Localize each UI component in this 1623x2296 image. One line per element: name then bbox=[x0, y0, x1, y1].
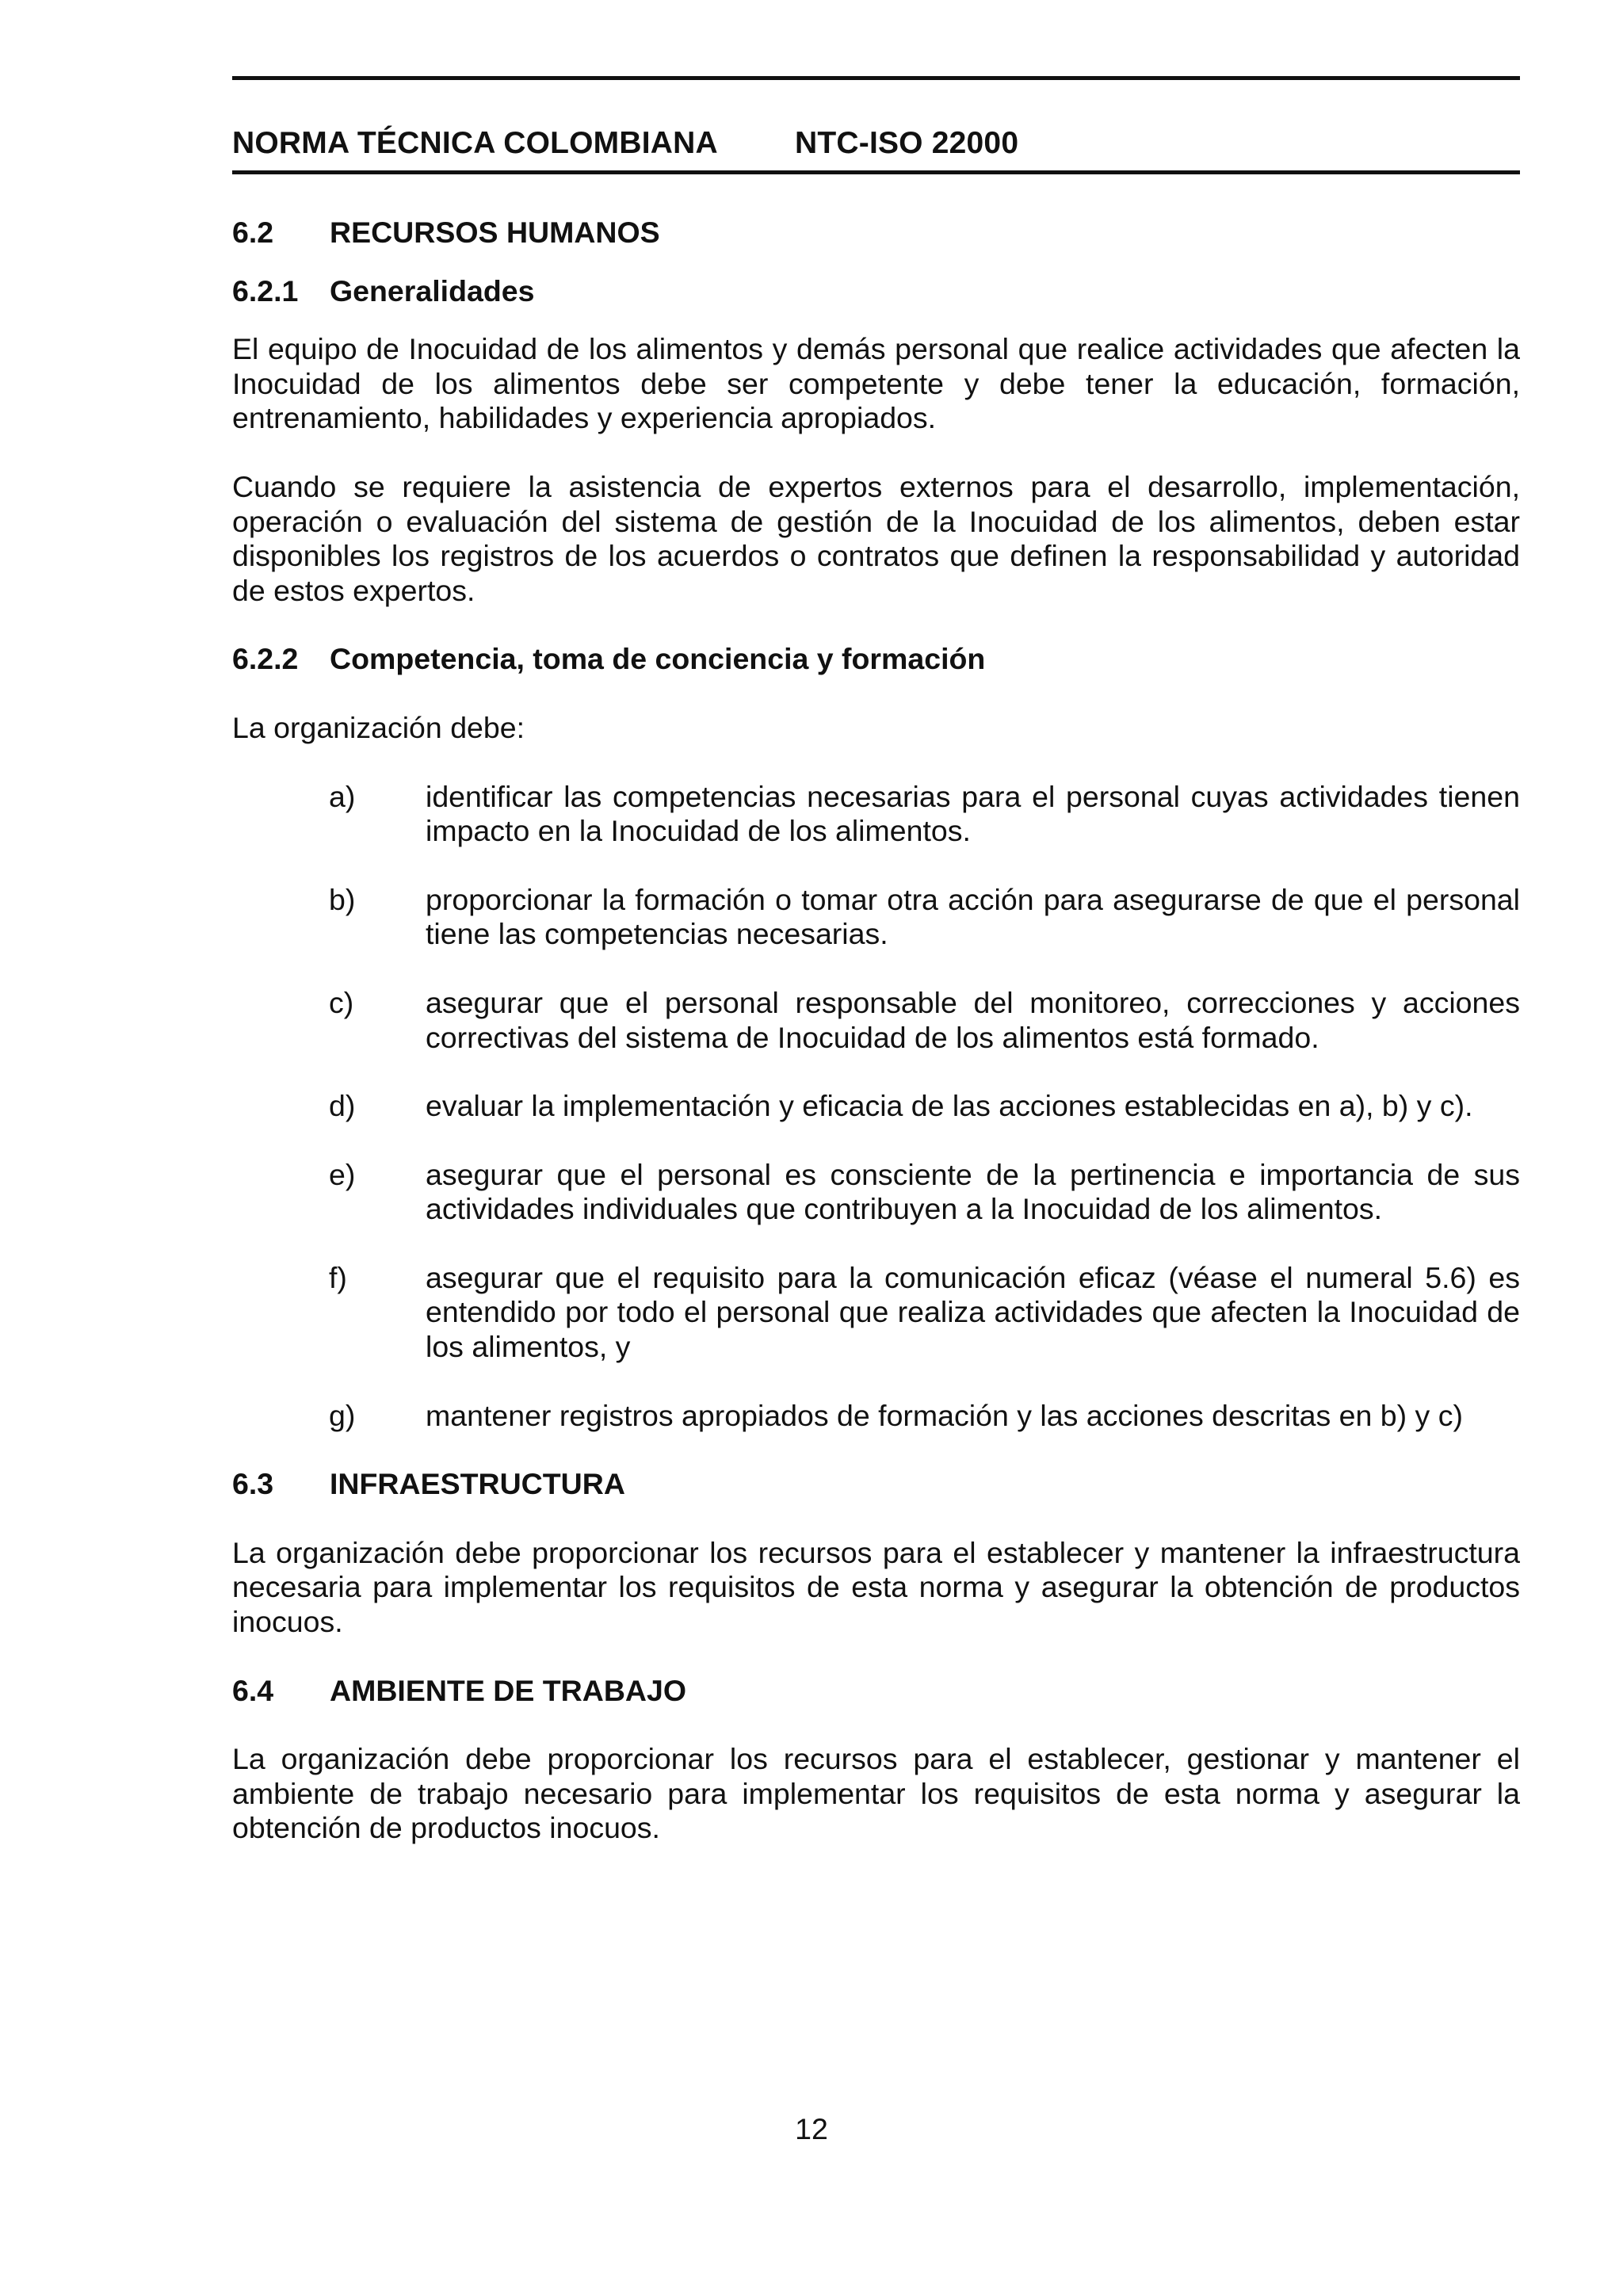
list-text: mantener registros apropiados de formación y las acciones descritas en b) y c) bbox=[426, 1398, 1463, 1432]
document-body bbox=[232, 216, 1520, 1846]
paragraph: La organización debe proporcionar los recursos para el establecer y mantener la infraestructura necesaria para implementar los requisitos de esta norma y asegurar la obtención de productos inocuos. bbox=[232, 1535, 1520, 1639]
list-letter: g) bbox=[329, 1398, 356, 1432]
section-number: 6.2 bbox=[232, 216, 274, 249]
list-item bbox=[329, 780, 1520, 849]
section-number: 6.2.2 bbox=[232, 642, 299, 676]
section-title: AMBIENTE DE TRABAJO bbox=[330, 1673, 687, 1707]
list-text: proporcionar la formación o tomar otra acción para asegurarse de que el personal tiene las competencias necesarias. bbox=[426, 882, 1520, 951]
standard-code: NTC-ISO 22000 bbox=[795, 126, 1019, 160]
section-number: 6.2.1 bbox=[232, 273, 299, 308]
list-letter: c) bbox=[329, 985, 354, 1019]
standard-name: NORMA TÉCNICA COLOMBIANA bbox=[232, 126, 718, 160]
list-letter: a) bbox=[329, 779, 356, 813]
section-heading-6-4 bbox=[232, 1674, 1520, 1709]
document-page bbox=[232, 76, 1520, 1846]
list-item bbox=[329, 1089, 1520, 1124]
list-intro: La organización debe: bbox=[232, 710, 525, 744]
list-text: asegurar que el personal responsable del monitoreo, correcciones y acciones correctivas del sistema de Inocuidad de los alimentos está formado. bbox=[426, 985, 1520, 1054]
section-heading-6-2-2 bbox=[232, 642, 1520, 677]
list-text: evaluar la implementación y eficacia de las acciones establecidas en a), b) y c). bbox=[426, 1089, 1473, 1123]
page-header bbox=[232, 126, 1520, 161]
header-bottom-rule bbox=[232, 170, 1520, 174]
section-number: 6.3 bbox=[232, 1467, 274, 1501]
section-title: Generalidades bbox=[330, 273, 535, 308]
list-item bbox=[329, 1261, 1520, 1365]
list-letter: d) bbox=[329, 1089, 356, 1123]
list-letter: e) bbox=[329, 1157, 356, 1191]
section-heading-6-3 bbox=[232, 1467, 1520, 1502]
list-item bbox=[329, 883, 1520, 952]
list-item bbox=[329, 1399, 1520, 1434]
list-letter: f) bbox=[329, 1260, 347, 1294]
list-text: asegurar que el requisito para la comunicación eficaz (véase el numeral 5.6) es entendido por todo el personal que realiza actividades que afecten la Inocuidad de los alimentos, y bbox=[426, 1260, 1520, 1364]
list-text: asegurar que el personal es consciente de la pertinencia e importancia de sus actividades individuales que contribuyen a la Inocuidad de los alimentos. bbox=[426, 1157, 1520, 1226]
paragraph: La organización debe proporcionar los recursos para el establecer, gestionar y mantener el ambiente de trabajo necesario para implementar los requisitos de esta norma y asegurar la obtención de productos inocuos. bbox=[232, 1742, 1520, 1845]
list-letter: b) bbox=[329, 882, 356, 916]
paragraph: Cuando se requiere la asistencia de expertos externos para el desarrollo, implementación, operación o evaluación del sistema de gestión de la Inocuidad de los alimentos, deben estar disponibles los registros de los acuerdos o contratos que definen la responsabilidad y autoridad de estos expertos. bbox=[232, 469, 1520, 607]
list-item bbox=[329, 986, 1520, 1055]
list-text: identificar las competencias necesarias para el personal cuyas actividades tienen impacto en la Inocuidad de los alimentos. bbox=[426, 779, 1520, 848]
section-title: INFRAESTRUCTURA bbox=[330, 1467, 625, 1501]
paragraph: El equipo de Inocuidad de los alimentos y demás personal que realice actividades que afecten la Inocuidad de los alimentos debe ser competente y debe tener la educación, formación, entrenamiento, habilidades y experiencia apropiados. bbox=[232, 332, 1520, 435]
section-title: RECURSOS HUMANOS bbox=[330, 216, 660, 249]
section-heading-6-2-1 bbox=[232, 274, 1520, 309]
section-number: 6.4 bbox=[232, 1673, 274, 1707]
section-heading-6-2 bbox=[232, 216, 1520, 250]
list-item bbox=[329, 1158, 1520, 1227]
page-number: 12 bbox=[795, 2112, 828, 2145]
header-top-rule bbox=[232, 76, 1520, 80]
section-title: Competencia, toma de conciencia y formación bbox=[330, 642, 986, 676]
